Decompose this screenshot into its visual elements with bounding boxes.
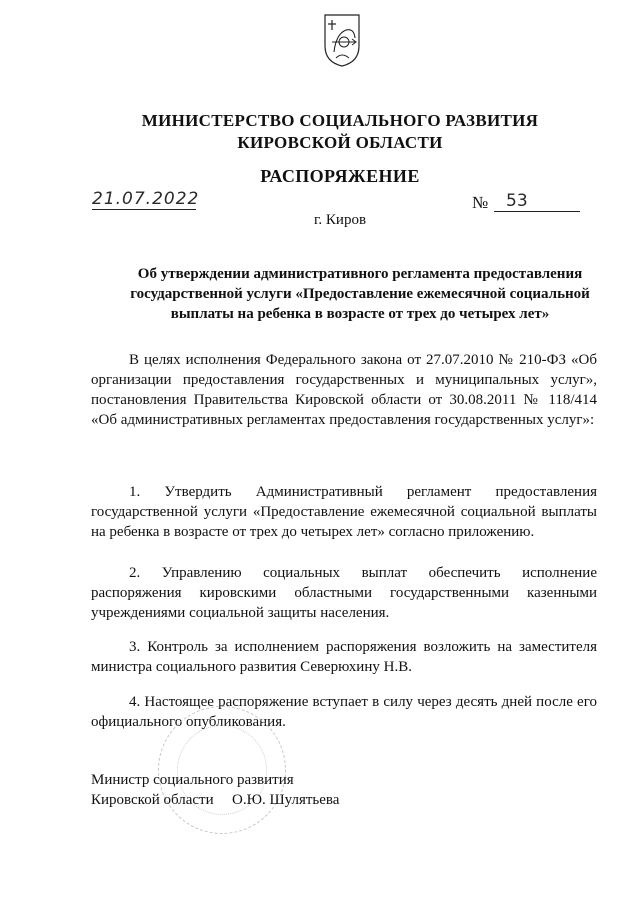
ministry-name — [60, 110, 620, 154]
subject-line1: Об утверждении административного регламента предоставления — [137, 266, 583, 282]
document-subject — [100, 264, 620, 324]
item-3-paragraph: 3. Контроль за исполнением распоряжения возложить на заместителя министра социального развития Северюхину Н.В. — [91, 639, 597, 675]
signer-position-line1: Министр социального развития — [91, 772, 294, 788]
subject-line3: выплаты на ребенка в возрасте от трех до четырех лет» — [170, 306, 550, 322]
subject-line2: государственной услуги «Предоставление ежемесячной социальной — [130, 286, 590, 302]
ministry-name-line1: МИНИСТЕРСТВО СОЦИАЛЬНОГО РАЗВИТИЯ — [141, 111, 539, 130]
ministry-name-line2: КИРОВСКОЙ ОБЛАСТИ — [237, 133, 443, 152]
item-4-paragraph: 4. Настоящее распоряжение вступает в силу через десять дней после его официального опубликования. — [91, 694, 597, 730]
kirov-oblast-coat-of-arms-icon — [322, 12, 362, 68]
item-1-paragraph: 1. Утвердить Административный регламент предоставления государственной услуги «Предоставление ежемесячной социальной выплаты на ребенка в возрасте от трех до четырех лет» согласно приложению. — [91, 484, 597, 540]
number-label: № — [472, 193, 489, 212]
preamble-paragraph: В целях исполнения Федерального закона от 27.07.2010 № 210-ФЗ «Об организации предоставления государственных и муниципальных услуг», постановления Правительства Кировской области от 30.08.2011 № 118/414 «Об административных регламентах предоставления государственных услуг»: — [91, 352, 597, 428]
document-number: 53 — [494, 191, 580, 212]
document-type-title: РАСПОРЯЖЕНИЕ — [260, 166, 420, 186]
city: г. Киров — [313, 212, 367, 228]
signer-name: О.Ю. Шулятьева — [232, 792, 340, 808]
document-date: 21.07.2022 — [92, 189, 200, 209]
signer-position-line2: Кировской области — [91, 792, 214, 808]
item-2-paragraph: 2. Управлению социальных выплат обеспечить исполнение распоряжения кировскими областными государственными казенными учреждениями социальной защиты населения. — [91, 565, 597, 621]
